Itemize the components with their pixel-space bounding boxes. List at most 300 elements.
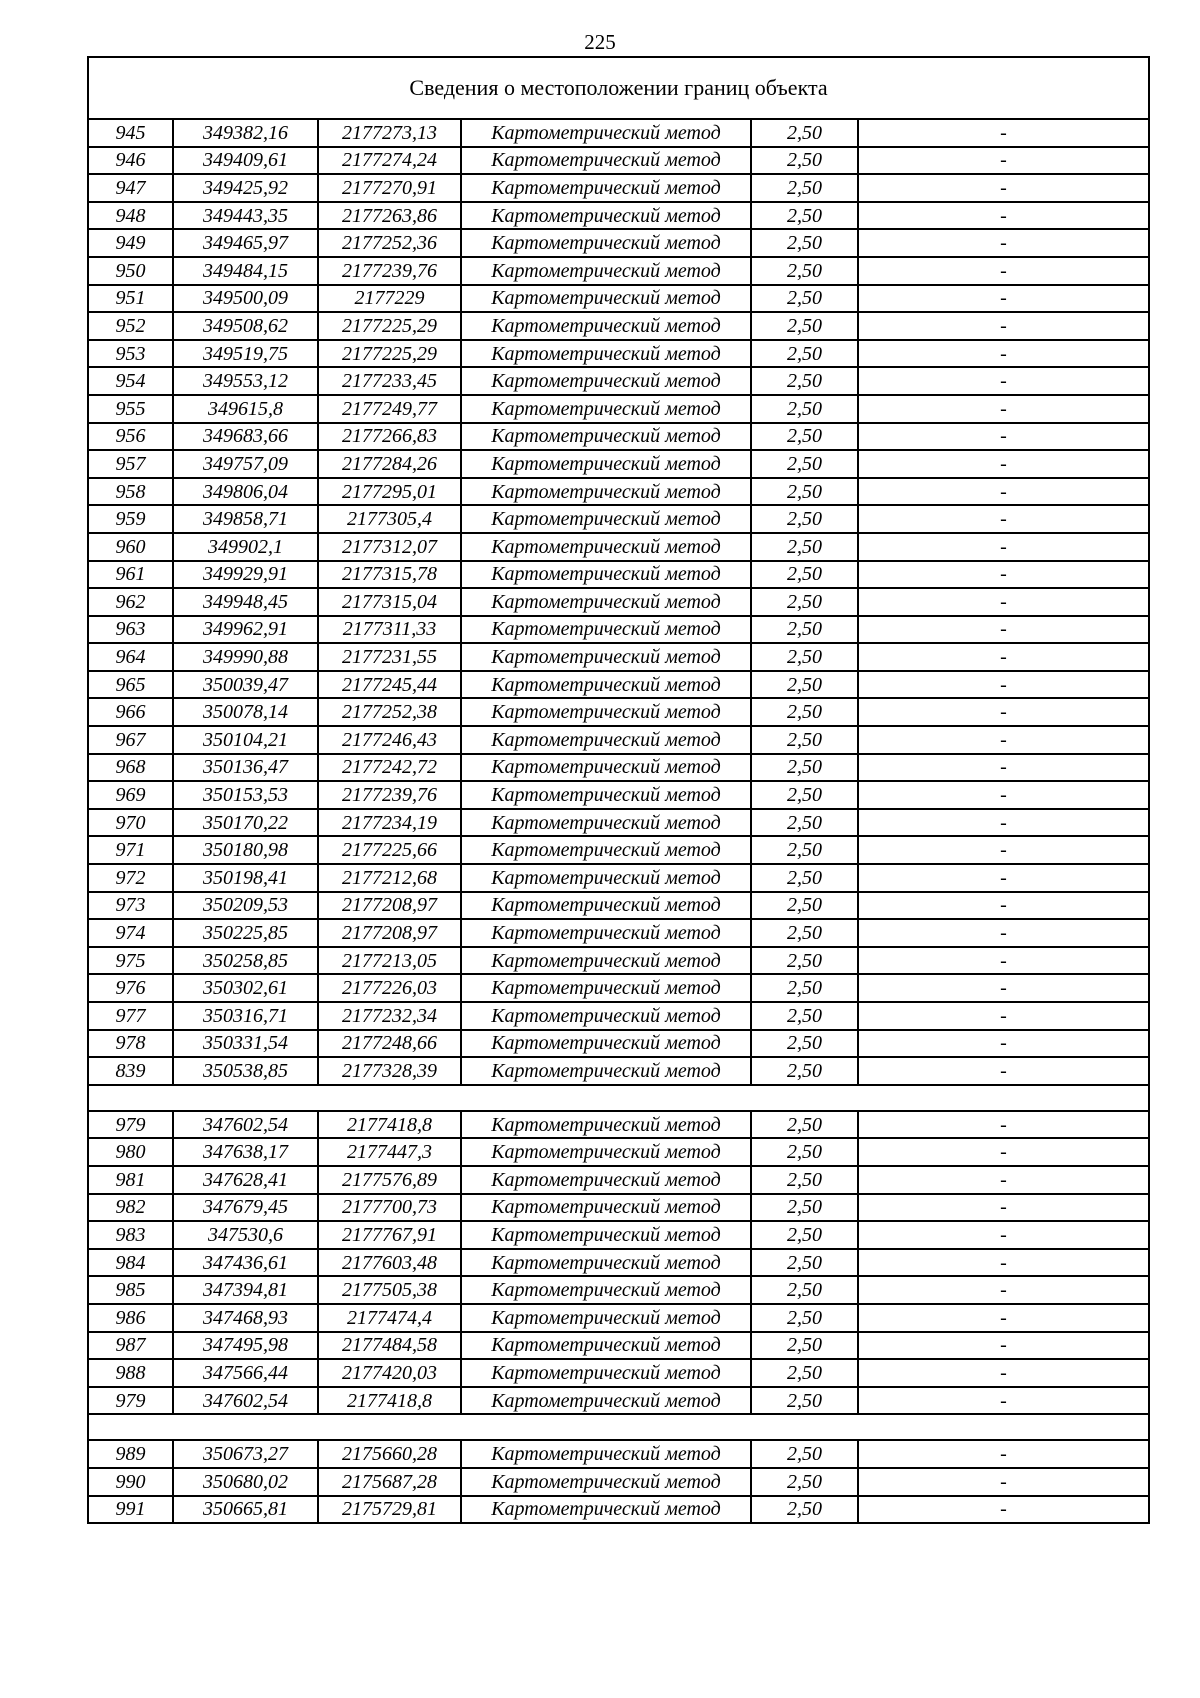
method-cell: Картометрический метод <box>461 1276 751 1304</box>
note-cell: - <box>858 781 1149 809</box>
boundary-table-frame <box>87 56 1148 1524</box>
accuracy-cell: 2,50 <box>751 698 858 726</box>
table-row <box>88 147 1149 175</box>
method-cell: Картометрический метод <box>461 643 751 671</box>
note-cell: - <box>858 450 1149 478</box>
point-number-cell: 970 <box>88 809 173 837</box>
coord-y-cell: 2177447,3 <box>318 1138 461 1166</box>
note-cell: - <box>858 423 1149 451</box>
accuracy-cell: 2,50 <box>751 1440 858 1468</box>
table-row <box>88 395 1149 423</box>
accuracy-cell: 2,50 <box>751 892 858 920</box>
coord-x-cell: 349990,88 <box>173 643 318 671</box>
accuracy-cell: 2,50 <box>751 1359 858 1387</box>
method-cell: Картометрический метод <box>461 202 751 230</box>
note-cell: - <box>858 1249 1149 1277</box>
coord-y-cell: 2177505,38 <box>318 1276 461 1304</box>
coord-y-cell: 2177474,4 <box>318 1304 461 1332</box>
table-row <box>88 1166 1149 1194</box>
note-cell: - <box>858 229 1149 257</box>
point-number-cell: 991 <box>88 1496 173 1524</box>
note-cell: - <box>858 947 1149 975</box>
accuracy-cell: 2,50 <box>751 947 858 975</box>
note-cell: - <box>858 367 1149 395</box>
coord-y-cell: 2177274,24 <box>318 147 461 175</box>
method-cell: Картометрический метод <box>461 698 751 726</box>
coord-y-cell: 2177266,83 <box>318 423 461 451</box>
method-cell: Картометрический метод <box>461 1387 751 1415</box>
accuracy-cell: 2,50 <box>751 561 858 589</box>
point-number-cell: 981 <box>88 1166 173 1194</box>
coord-y-cell: 2177295,01 <box>318 478 461 506</box>
table-row <box>88 423 1149 451</box>
accuracy-cell: 2,50 <box>751 809 858 837</box>
accuracy-cell: 2,50 <box>751 1194 858 1222</box>
table-row <box>88 229 1149 257</box>
method-cell: Картометрический метод <box>461 864 751 892</box>
coord-x-cell: 349858,71 <box>173 505 318 533</box>
note-cell: - <box>858 1166 1149 1194</box>
coord-x-cell: 347602,54 <box>173 1111 318 1139</box>
table-row <box>88 1002 1149 1030</box>
coord-x-cell: 349962,91 <box>173 616 318 644</box>
coord-x-cell: 349615,8 <box>173 395 318 423</box>
note-cell: - <box>858 119 1149 147</box>
coord-x-cell: 347602,54 <box>173 1387 318 1415</box>
accuracy-cell: 2,50 <box>751 229 858 257</box>
point-number-cell: 978 <box>88 1030 173 1058</box>
accuracy-cell: 2,50 <box>751 285 858 313</box>
table-title-row <box>88 57 1149 119</box>
accuracy-cell: 2,50 <box>751 1276 858 1304</box>
note-cell: - <box>858 202 1149 230</box>
point-number-cell: 965 <box>88 671 173 699</box>
coord-x-cell: 347628,41 <box>173 1166 318 1194</box>
table-row <box>88 561 1149 589</box>
table-row <box>88 340 1149 368</box>
note-cell: - <box>858 395 1149 423</box>
accuracy-cell: 2,50 <box>751 367 858 395</box>
accuracy-cell: 2,50 <box>751 1166 858 1194</box>
table-row <box>88 1496 1149 1524</box>
note-cell: - <box>858 698 1149 726</box>
table-row <box>88 919 1149 947</box>
coord-x-cell: 349465,97 <box>173 229 318 257</box>
coord-x-cell: 350225,85 <box>173 919 318 947</box>
table-row <box>88 1440 1149 1468</box>
accuracy-cell: 2,50 <box>751 1138 858 1166</box>
table-row <box>88 698 1149 726</box>
accuracy-cell: 2,50 <box>751 781 858 809</box>
method-cell: Картометрический метод <box>461 229 751 257</box>
coord-x-cell: 347566,44 <box>173 1359 318 1387</box>
method-cell: Картометрический метод <box>461 1304 751 1332</box>
note-cell: - <box>858 643 1149 671</box>
point-number-cell: 987 <box>88 1332 173 1360</box>
table-row <box>88 588 1149 616</box>
method-cell: Картометрический метод <box>461 312 751 340</box>
coord-x-cell: 349508,62 <box>173 312 318 340</box>
table-row <box>88 947 1149 975</box>
note-cell: - <box>858 588 1149 616</box>
method-cell: Картометрический метод <box>461 1359 751 1387</box>
note-cell: - <box>858 257 1149 285</box>
method-cell: Картометрический метод <box>461 1057 751 1085</box>
contour-separator-cell <box>88 1414 1149 1440</box>
accuracy-cell: 2,50 <box>751 1111 858 1139</box>
method-cell: Картометрический метод <box>461 533 751 561</box>
coord-y-cell: 2177208,97 <box>318 892 461 920</box>
point-number-cell: 962 <box>88 588 173 616</box>
coord-y-cell: 2177249,77 <box>318 395 461 423</box>
point-number-cell: 958 <box>88 478 173 506</box>
table-row <box>88 1249 1149 1277</box>
table-row <box>88 312 1149 340</box>
point-number-cell: 953 <box>88 340 173 368</box>
point-number-cell: 945 <box>88 119 173 147</box>
accuracy-cell: 2,50 <box>751 340 858 368</box>
coord-x-cell: 349683,66 <box>173 423 318 451</box>
point-number-cell: 986 <box>88 1304 173 1332</box>
table-row <box>88 726 1149 754</box>
table-row <box>88 671 1149 699</box>
note-cell: - <box>858 864 1149 892</box>
accuracy-cell: 2,50 <box>751 671 858 699</box>
coord-x-cell: 350198,41 <box>173 864 318 892</box>
coord-y-cell: 2177315,04 <box>318 588 461 616</box>
method-cell: Картометрический метод <box>461 1332 751 1360</box>
accuracy-cell: 2,50 <box>751 533 858 561</box>
coord-y-cell: 2177233,45 <box>318 367 461 395</box>
method-cell: Картометрический метод <box>461 478 751 506</box>
coord-y-cell: 2177312,07 <box>318 533 461 561</box>
point-number-cell: 982 <box>88 1194 173 1222</box>
coord-x-cell: 347638,17 <box>173 1138 318 1166</box>
method-cell: Картометрический метод <box>461 561 751 589</box>
method-cell: Картометрический метод <box>461 1002 751 1030</box>
coord-x-cell: 349500,09 <box>173 285 318 313</box>
coord-y-cell: 2177246,43 <box>318 726 461 754</box>
table-row <box>88 1194 1149 1222</box>
coord-y-cell: 2177603,48 <box>318 1249 461 1277</box>
boundary-table <box>87 56 1150 1524</box>
method-cell: Картометрический метод <box>461 1166 751 1194</box>
note-cell: - <box>858 671 1149 699</box>
accuracy-cell: 2,50 <box>751 1249 858 1277</box>
method-cell: Картометрический метод <box>461 395 751 423</box>
coord-x-cell: 350078,14 <box>173 698 318 726</box>
accuracy-cell: 2,50 <box>751 395 858 423</box>
method-cell: Картометрический метод <box>461 1249 751 1277</box>
table-title: Сведения о местоположении границ объекта <box>88 57 1149 119</box>
point-number-cell: 971 <box>88 836 173 864</box>
method-cell: Картометрический метод <box>461 754 751 782</box>
method-cell: Картометрический метод <box>461 1468 751 1496</box>
coord-y-cell: 2177252,38 <box>318 698 461 726</box>
coord-x-cell: 349902,1 <box>173 533 318 561</box>
note-cell: - <box>858 1030 1149 1058</box>
coord-x-cell: 349806,04 <box>173 478 318 506</box>
coord-x-cell: 349553,12 <box>173 367 318 395</box>
table-row <box>88 478 1149 506</box>
table-row <box>88 1138 1149 1166</box>
coord-x-cell: 349425,92 <box>173 174 318 202</box>
point-number-cell: 946 <box>88 147 173 175</box>
table-row <box>88 1030 1149 1058</box>
accuracy-cell: 2,50 <box>751 616 858 644</box>
point-number-cell: 974 <box>88 919 173 947</box>
point-number-cell: 979 <box>88 1111 173 1139</box>
method-cell: Картометрический метод <box>461 257 751 285</box>
method-cell: Картометрический метод <box>461 505 751 533</box>
method-cell: Картометрический метод <box>461 947 751 975</box>
table-row <box>88 616 1149 644</box>
method-cell: Картометрический метод <box>461 919 751 947</box>
coord-y-cell: 2177576,89 <box>318 1166 461 1194</box>
coord-y-cell: 2177248,66 <box>318 1030 461 1058</box>
table-row <box>88 754 1149 782</box>
method-cell: Картометрический метод <box>461 119 751 147</box>
method-cell: Картометрический метод <box>461 1111 751 1139</box>
point-number-cell: 956 <box>88 423 173 451</box>
coord-x-cell: 347530,6 <box>173 1221 318 1249</box>
method-cell: Картометрический метод <box>461 892 751 920</box>
method-cell: Картометрический метод <box>461 616 751 644</box>
coord-y-cell: 2177232,34 <box>318 1002 461 1030</box>
coord-y-cell: 2177700,73 <box>318 1194 461 1222</box>
point-number-cell: 966 <box>88 698 173 726</box>
accuracy-cell: 2,50 <box>751 1332 858 1360</box>
table-row <box>88 1468 1149 1496</box>
note-cell: - <box>858 1332 1149 1360</box>
note-cell: - <box>858 1057 1149 1085</box>
point-number-cell: 980 <box>88 1138 173 1166</box>
coord-x-cell: 349484,15 <box>173 257 318 285</box>
coord-x-cell: 350180,98 <box>173 836 318 864</box>
note-cell: - <box>858 892 1149 920</box>
table-row <box>88 836 1149 864</box>
accuracy-cell: 2,50 <box>751 974 858 1002</box>
point-number-cell: 989 <box>88 1440 173 1468</box>
accuracy-cell: 2,50 <box>751 312 858 340</box>
coord-y-cell: 2177270,91 <box>318 174 461 202</box>
table-row <box>88 1221 1149 1249</box>
point-number-cell: 951 <box>88 285 173 313</box>
note-cell: - <box>858 726 1149 754</box>
coord-y-cell: 2177311,33 <box>318 616 461 644</box>
accuracy-cell: 2,50 <box>751 1030 858 1058</box>
coord-x-cell: 349948,45 <box>173 588 318 616</box>
coord-x-cell: 347436,61 <box>173 1249 318 1277</box>
table-row <box>88 1359 1149 1387</box>
point-number-cell: 979 <box>88 1387 173 1415</box>
point-number-cell: 964 <box>88 643 173 671</box>
accuracy-cell: 2,50 <box>751 1468 858 1496</box>
method-cell: Картометрический метод <box>461 588 751 616</box>
coord-y-cell: 2177484,58 <box>318 1332 461 1360</box>
coord-x-cell: 350302,61 <box>173 974 318 1002</box>
note-cell: - <box>858 809 1149 837</box>
coord-y-cell: 2177213,05 <box>318 947 461 975</box>
coord-y-cell: 2177225,29 <box>318 312 461 340</box>
coord-y-cell: 2177229 <box>318 285 461 313</box>
table-row <box>88 367 1149 395</box>
method-cell: Картометрический метод <box>461 1440 751 1468</box>
point-number-cell: 984 <box>88 1249 173 1277</box>
method-cell: Картометрический метод <box>461 174 751 202</box>
accuracy-cell: 2,50 <box>751 505 858 533</box>
boundary-table-body <box>88 57 1149 1523</box>
note-cell: - <box>858 1111 1149 1139</box>
note-cell: - <box>858 919 1149 947</box>
point-number-cell: 990 <box>88 1468 173 1496</box>
note-cell: - <box>858 1387 1149 1415</box>
table-row <box>88 533 1149 561</box>
contour-separator-row <box>88 1085 1149 1111</box>
method-cell: Картометрический метод <box>461 285 751 313</box>
accuracy-cell: 2,50 <box>751 754 858 782</box>
coord-x-cell: 347495,98 <box>173 1332 318 1360</box>
point-number-cell: 948 <box>88 202 173 230</box>
note-cell: - <box>858 1468 1149 1496</box>
method-cell: Картометрический метод <box>461 836 751 864</box>
coord-y-cell: 2177263,86 <box>318 202 461 230</box>
coord-x-cell: 350538,85 <box>173 1057 318 1085</box>
point-number-cell: 955 <box>88 395 173 423</box>
point-number-cell: 975 <box>88 947 173 975</box>
coord-x-cell: 349382,16 <box>173 119 318 147</box>
note-cell: - <box>858 174 1149 202</box>
table-row <box>88 809 1149 837</box>
accuracy-cell: 2,50 <box>751 478 858 506</box>
table-row <box>88 1057 1149 1085</box>
table-row <box>88 1276 1149 1304</box>
note-cell: - <box>858 478 1149 506</box>
table-row <box>88 1332 1149 1360</box>
accuracy-cell: 2,50 <box>751 423 858 451</box>
note-cell: - <box>858 1002 1149 1030</box>
coord-y-cell: 2177767,91 <box>318 1221 461 1249</box>
point-number-cell: 973 <box>88 892 173 920</box>
accuracy-cell: 2,50 <box>751 202 858 230</box>
accuracy-cell: 2,50 <box>751 1057 858 1085</box>
coord-x-cell: 349409,61 <box>173 147 318 175</box>
coord-x-cell: 350673,27 <box>173 1440 318 1468</box>
table-row <box>88 1111 1149 1139</box>
coord-y-cell: 2177212,68 <box>318 864 461 892</box>
note-cell: - <box>858 533 1149 561</box>
point-number-cell: 968 <box>88 754 173 782</box>
table-row <box>88 450 1149 478</box>
table-row <box>88 505 1149 533</box>
accuracy-cell: 2,50 <box>751 864 858 892</box>
coord-y-cell: 2177315,78 <box>318 561 461 589</box>
table-row <box>88 174 1149 202</box>
method-cell: Картометрический метод <box>461 1194 751 1222</box>
coord-y-cell: 2175687,28 <box>318 1468 461 1496</box>
table-row <box>88 119 1149 147</box>
coord-y-cell: 2177328,39 <box>318 1057 461 1085</box>
point-number-cell: 963 <box>88 616 173 644</box>
note-cell: - <box>858 312 1149 340</box>
accuracy-cell: 2,50 <box>751 1304 858 1332</box>
coord-x-cell: 347394,81 <box>173 1276 318 1304</box>
contour-separator-cell <box>88 1085 1149 1111</box>
coord-y-cell: 2177245,44 <box>318 671 461 699</box>
note-cell: - <box>858 1138 1149 1166</box>
coord-y-cell: 2177418,8 <box>318 1387 461 1415</box>
coord-x-cell: 347468,93 <box>173 1304 318 1332</box>
coord-x-cell: 350153,53 <box>173 781 318 809</box>
coord-x-cell: 350170,22 <box>173 809 318 837</box>
method-cell: Картометрический метод <box>461 781 751 809</box>
point-number-cell: 954 <box>88 367 173 395</box>
point-number-cell: 972 <box>88 864 173 892</box>
note-cell: - <box>858 754 1149 782</box>
accuracy-cell: 2,50 <box>751 174 858 202</box>
accuracy-cell: 2,50 <box>751 1496 858 1524</box>
coord-x-cell: 350039,47 <box>173 671 318 699</box>
note-cell: - <box>858 1276 1149 1304</box>
method-cell: Картометрический метод <box>461 671 751 699</box>
accuracy-cell: 2,50 <box>751 919 858 947</box>
coord-y-cell: 2177305,4 <box>318 505 461 533</box>
table-row <box>88 257 1149 285</box>
accuracy-cell: 2,50 <box>751 726 858 754</box>
table-row <box>88 1387 1149 1415</box>
note-cell: - <box>858 1221 1149 1249</box>
note-cell: - <box>858 974 1149 1002</box>
coord-x-cell: 349443,35 <box>173 202 318 230</box>
note-cell: - <box>858 285 1149 313</box>
method-cell: Картометрический метод <box>461 450 751 478</box>
note-cell: - <box>858 561 1149 589</box>
accuracy-cell: 2,50 <box>751 257 858 285</box>
coord-y-cell: 2177242,72 <box>318 754 461 782</box>
point-number-cell: 960 <box>88 533 173 561</box>
page-number: 225 <box>584 30 616 54</box>
method-cell: Картометрический метод <box>461 340 751 368</box>
coord-y-cell: 2177239,76 <box>318 781 461 809</box>
contour-separator-row <box>88 1414 1149 1440</box>
note-cell: - <box>858 1496 1149 1524</box>
accuracy-cell: 2,50 <box>751 1221 858 1249</box>
accuracy-cell: 2,50 <box>751 1002 858 1030</box>
point-number-cell: 957 <box>88 450 173 478</box>
note-cell: - <box>858 1194 1149 1222</box>
table-row <box>88 864 1149 892</box>
table-row <box>88 285 1149 313</box>
table-row <box>88 892 1149 920</box>
point-number-cell: 952 <box>88 312 173 340</box>
coord-x-cell: 349757,09 <box>173 450 318 478</box>
note-cell: - <box>858 836 1149 864</box>
point-number-cell: 949 <box>88 229 173 257</box>
method-cell: Картометрический метод <box>461 1496 751 1524</box>
point-number-cell: 977 <box>88 1002 173 1030</box>
table-row <box>88 643 1149 671</box>
coord-x-cell: 350209,53 <box>173 892 318 920</box>
method-cell: Картометрический метод <box>461 367 751 395</box>
table-row <box>88 1304 1149 1332</box>
coord-y-cell: 2175660,28 <box>318 1440 461 1468</box>
point-number-cell: 976 <box>88 974 173 1002</box>
table-row <box>88 781 1149 809</box>
point-number-cell: 959 <box>88 505 173 533</box>
note-cell: - <box>858 340 1149 368</box>
coord-y-cell: 2177239,76 <box>318 257 461 285</box>
note-cell: - <box>858 505 1149 533</box>
